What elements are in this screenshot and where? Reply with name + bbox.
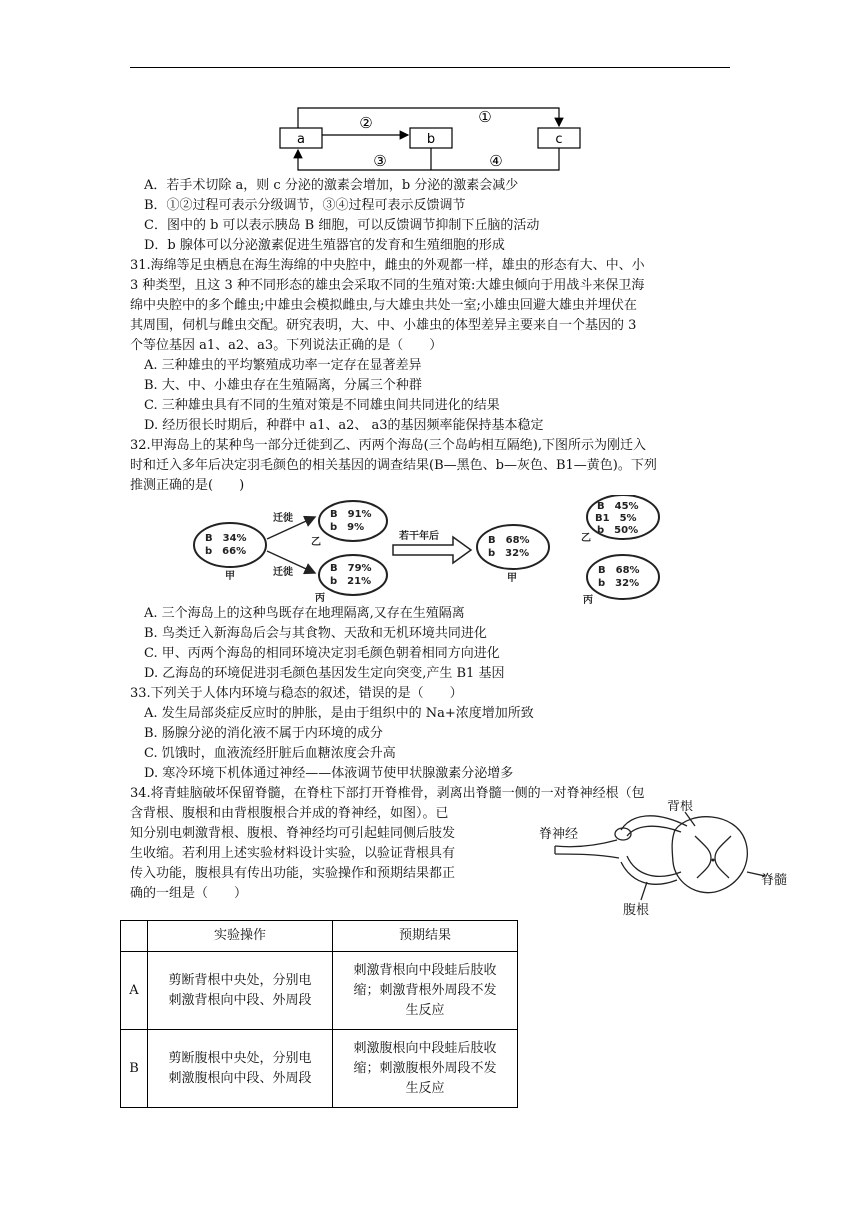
years-label: 若干年后 (399, 531, 439, 542)
label-dorsal-root: 背根 (667, 800, 694, 814)
table-row (121, 1030, 518, 1108)
q30-option-a: A．若手术切除 a，则 c 分泌的激素会增加，b 分泌的激素会减少 (144, 178, 519, 193)
jia2-label: 甲 (507, 573, 517, 584)
q34-stem-1: 34.将青蛙脑破坏保留脊髓，在脊柱下部打开脊椎骨，剥离出脊髓一侧的一对脊神经根（包 (130, 786, 645, 801)
q32-stem-2: 时和迁入多年后决定羽毛颜色的相关基因的调查结果(B—黑色、b—灰色、B1—黄色)。下列 (130, 458, 657, 473)
q32-stem-3: 推测正确的是( ) (130, 478, 245, 493)
spinal-cord-diagram (535, 800, 805, 920)
jia2-b: b 32% (488, 548, 530, 559)
jia-b: b 66% (205, 546, 247, 557)
label-spinal-cord: 脊髓 (761, 873, 788, 888)
op-line: 刺激背根向中段、外周段 (168, 992, 312, 1008)
row-result (333, 1030, 518, 1108)
bing2-B: B 68% (598, 565, 640, 576)
q34-stem-3: 知分别电刺激背根、腹根、脊神经均可引起蛙同侧后肢发 (130, 826, 456, 841)
q33-option-b: B. 肠腺分泌的消化液不属于内环境的成分 (144, 726, 383, 741)
yi-label: 乙 (311, 537, 321, 548)
res-line: 缩；刺激背根外周段不发 (353, 982, 497, 998)
q33-option-a: A. 发生局部炎症反应时的肿胀，是由于组织中的 Na+浓度增加所致 (144, 706, 534, 721)
q34-stem-6: 确的一组是（ ） (130, 886, 248, 901)
res-line: 缩；刺激腹根外周段不发 (353, 1060, 497, 1076)
row-label: B (121, 1030, 148, 1108)
q32-option-d: D. 乙海岛的环境促进羽毛颜色基因发生定向突变,产生 B1 基因 (144, 666, 505, 681)
experiment-table (120, 920, 518, 1108)
bing-b: b 21% (330, 576, 372, 587)
row-label: A (121, 952, 148, 1030)
q30-option-b: B．①②过程可表示分级调节，③④过程可表示反馈调节 (144, 198, 466, 213)
label-2: ② (359, 114, 373, 132)
table-header-result: 预期结果 (333, 921, 518, 952)
res-line: 生反应 (405, 1002, 445, 1018)
q32-stem-1: 32.甲海岛上的某种鸟一部分迁徙到乙、丙两个海岛(三个岛屿相互隔绝),下图所示为刚迁入 (130, 438, 646, 453)
q31-stem-3: 绵中央腔中的多个雌虫;中雄虫会模拟雌虫,与大雄虫共处一室;小雄虫回避大雄虫并埋伏在 (130, 298, 637, 313)
table-header-blank (121, 921, 148, 952)
migrate-2: 迁徙 (273, 567, 293, 578)
migrate-1: 迁徙 (273, 513, 293, 524)
jia2-B: B 68% (488, 535, 530, 546)
header-rule (130, 67, 730, 68)
island-bing2-ellipse (587, 555, 659, 599)
bing2-b: b 32% (598, 578, 640, 589)
q33-stem: 33.下列关于人体内环境与稳态的叙述，错误的是（ ） (130, 686, 463, 701)
op-line: 剪断背根中央处，分别电 (168, 972, 312, 988)
yi2-label: 乙 (581, 533, 591, 544)
box-c-label: c (555, 132, 563, 147)
q33-option-d: D. 寒冷环境下机体通过神经——体液调节使甲状腺激素分泌增多 (144, 766, 514, 781)
box-a-label: a (297, 132, 305, 147)
op-line: 刺激腹根向中段、外周段 (168, 1070, 312, 1086)
q31-option-a: A. 三种雄虫的平均繁殖成功率一定存在显著差异 (144, 358, 422, 373)
yi2-B: B 45% (597, 501, 639, 512)
yi2-b: b 50% (597, 525, 639, 536)
q32-option-b: B. 鸟类迁入新海岛后会与其食物、天敌和无机环境共同进化 (144, 626, 487, 641)
q31-option-d: D. 经历很长时期后，种群中 a1、a2、 a3的基因频率能保持基本稳定 (144, 418, 544, 433)
op-line: 剪断腹根中央处，分别电 (168, 1050, 312, 1066)
q30-option-d: D．b 腺体可以分泌激素促进生殖器官的发育和生殖细胞的形成 (144, 238, 505, 253)
row-result (333, 952, 518, 1030)
island-jia-ellipse (194, 523, 266, 567)
hormone-regulation-diagram (270, 100, 600, 178)
res-line: 生反应 (405, 1080, 445, 1096)
label-3: ③ (373, 152, 387, 170)
table-row (121, 952, 518, 1030)
q31-option-b: B. 大、中、小雄虫存在生殖隔离，分属三个种群 (144, 378, 422, 393)
q34-stem-2: 含背根、腹根和由背根腹根合并成的脊神经，如图）。已 (130, 806, 449, 821)
island-jia2-ellipse (477, 525, 549, 569)
res-line: 刺激背根向中段蛙后肢收 (353, 962, 497, 978)
island-allele-diagram (185, 495, 675, 605)
q31-stem-4: 其周围，伺机与雌虫交配。研究表明，大、中、小雄虫的体型差异主要来自一个基因的 3 (130, 318, 637, 333)
label-4: ④ (489, 152, 503, 170)
q34-stem-4: 生收缩。若利用上述实验材料设计实验，以验证背根具有 (130, 846, 456, 861)
q33-option-c: C. 饥饿时，血液流经肝脏后血糖浓度会升高 (144, 746, 396, 761)
jia-B: B 34% (205, 533, 247, 544)
bing-label: 丙 (315, 593, 325, 604)
bing-B: B 79% (330, 563, 372, 574)
yi-b: b 9% (330, 522, 365, 533)
label-spinal-nerve: 脊神经 (539, 827, 579, 842)
row-operation (148, 952, 333, 1030)
box-b-label: b (426, 132, 436, 147)
yi2-B1: B1 5% (595, 513, 637, 524)
row-operation (148, 1030, 333, 1108)
spinal-cord-outline (672, 817, 747, 893)
q31-stem-5: 个等位基因 a1、a2、a3。下列说法正确的是（ ） (130, 338, 443, 353)
table-header-row (121, 921, 518, 952)
q32-option-c: C. 甲、丙两个海岛的相同环境决定羽毛颜色朝着相同方向进化 (144, 646, 500, 661)
table-header-operation: 实验操作 (148, 921, 333, 952)
q31-option-c: C. 三种雄虫具有不同的生殖对策是不同雄虫间共同进化的结果 (144, 398, 500, 413)
label-ventral-root: 腹根 (623, 903, 650, 918)
q31-stem-1: 31.海绵等足虫栖息在海生海绵的中央腔中，雌虫的外观都一样，雄虫的形态有大、中、小 (130, 258, 645, 273)
label-1: ① (478, 108, 492, 126)
yi-B: B 91% (330, 509, 372, 520)
island-bing-ellipse (319, 555, 387, 595)
q32-option-a: A. 三个海岛上的这种鸟既存在地理隔离,又存在生殖隔离 (144, 606, 465, 621)
island-yi-ellipse (319, 501, 387, 541)
q31-stem-2: 3 种类型，且这 3 种不同形态的雄虫会采取不同的生殖对策:大雄虫倾向于用战斗来保卫海 (130, 278, 645, 293)
q34-stem-5: 传入功能，腹根具有传出功能，实验操作和预期结果都正 (130, 866, 456, 881)
q30-option-c: C．图中的 b 可以表示胰岛 B 细胞，可以反馈调节抑制下丘脑的活动 (144, 218, 540, 233)
bing2-label: 丙 (583, 595, 593, 605)
res-line: 刺激腹根向中段蛙后肢收 (353, 1040, 497, 1056)
jia-label: 甲 (225, 571, 235, 582)
